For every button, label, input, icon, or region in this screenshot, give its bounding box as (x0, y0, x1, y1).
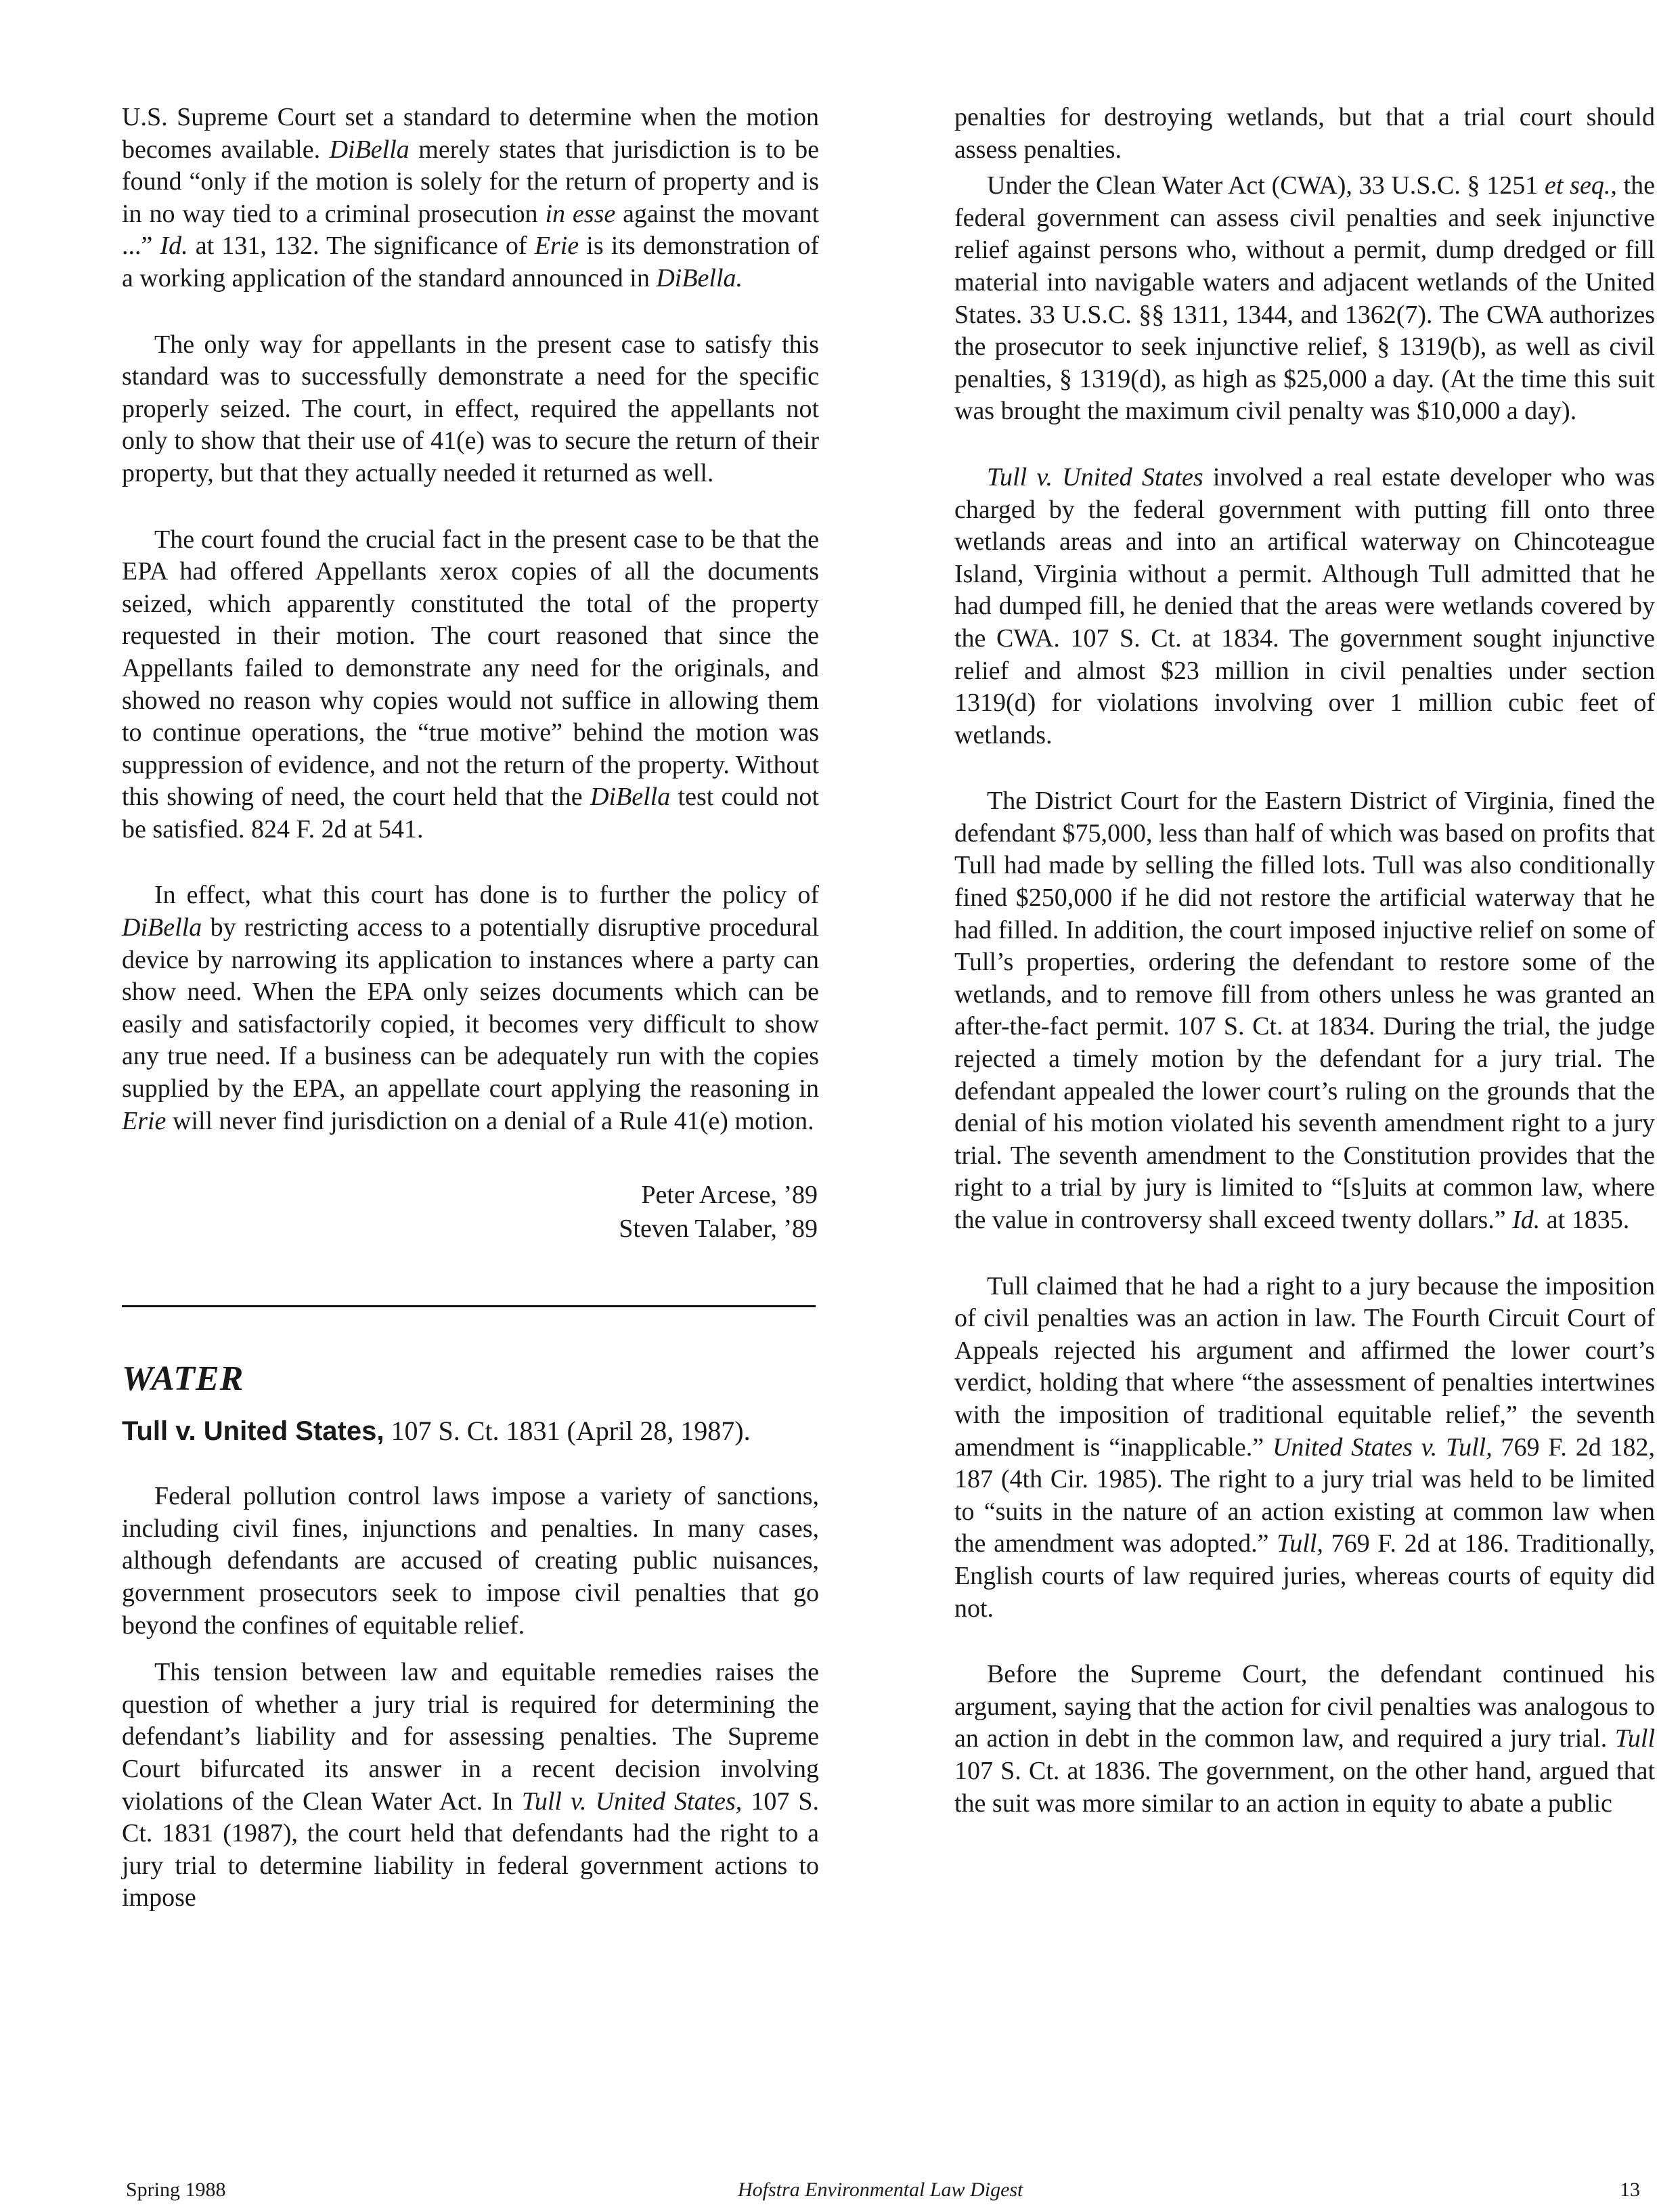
footer-issue: Spring 1988 (126, 2179, 226, 2201)
section-divider (122, 1305, 816, 1307)
paragraph: penalties for destroying wetlands, but that a trial court should assess penalties. (954, 103, 1655, 164)
right-column (954, 102, 1655, 1820)
case-citation: Tull v. United States, 107 S. Ct. 1831 (April 28, 1987). (122, 1416, 751, 1447)
paragraph: Tull claimed that he had a right to a jury because the imposition of civil penalties was an action in law. The Fourth Circuit Court of Appeals rejected his argument and affirmed the lower court’s verdict, holding that where “the assessment of penalties intertwines with the imposition of traditional equitable relief,” the seventh amendment is “inapplicable.” United States v. Tull, 769 F. 2d 182, 187 (4th Cir. 1985). The right to a jury trial was held to be limited to “suits in the nature of an action existing at common law when the amendment was adopted.” Tull, 769 F. 2d at 186. Traditionally, English courts of law required juries, whereas courts of equity did not. (954, 1271, 1655, 1623)
paragraph: This tension between law and equitable remedies raises the question of whether a jury trial is required for determining the defendant’s liability and for assessing penalties. The Supreme Court bifurcated its answer in a recent decision involving violations of the Clean Water Act. In Tull v. United States, 107 S. Ct. 1831 (1987), the court held that defendants had the right to a jury trial to determine liability in federal government actions to impose (122, 1658, 819, 1912)
page-number: 13 (1620, 2179, 1640, 2201)
paragraph: Under the Clean Water Act (CWA), 33 U.S.C. § 1251 et seq., the federal government can assess civil penalties and seek injunctive relief against persons who, without a permit, dump dredged or fill material into navigable waters and adjacent wetlands of the United States. 33 U.S.C. §§ 1311, 1344, and 1362(7). The CWA authorizes the prosecutor to seek injunctive relief, § 1319(b), as well as civil penalties, § 1319(d), as high as $25,000 a day. (At the time this suit was brought the maximum civil penalty was $10,000 a day). (954, 171, 1655, 426)
case-name: Tull v. United States, (122, 1416, 384, 1447)
paragraph: The only way for appellants in the present case to satisfy this standard was to successfully demonstrate a need for the specific properly seized. The court, in effect, required the appellants not only to show that their use of 41(e) was to secure the return of their property, but that they actually needed it returned as well. (122, 330, 819, 487)
paragraph: The District Court for the Eastern District of Virginia, fined the defendant $75,000, less than half of which was based on profits that Tull had made by selling the filled lots. Tull was also conditionally fined $250,000 if he did not restore the artificial waterway that he had filled. In addition, the court imposed injuctive relief on some of Tull’s properties, ordering the defendant to restore some of the wetlands, and to remove fill from others unless he was granted an after-the-fact permit. 107 S. Ct. at 1834. During the trial, the judge rejected a timely motion by the defendant for a jury trial. The defendant appealed the lower court’s ruling on the grounds that the denial of his motion violated his seventh amendment right to a jury trial. The seventh amendment to the Constitution provides that the right to a trial by jury is limited to “[s]uits at common law, where the value in controversy shall exceed twenty dollars.” Id. at 1835. (954, 787, 1655, 1234)
paragraph: Tull v. United States involved a real estate developer who was charged by the federal government with putting fill onto three wetlands areas and into an artifical waterway on Chincoteague Island, Virginia without a permit. Although Tull admitted that he had dumped fill, he denied that the areas were wetlands covered by the CWA. 107 S. Ct. at 1834. The government sought injunctive relief and almost $23 million in civil penalties under section 1319(d) for violations involving over 1 million cubic feet of wetlands. (954, 462, 1655, 749)
section-heading: WATER (122, 1359, 244, 1399)
paragraph: U.S. Supreme Court set a standard to determine when the motion becomes available. DiBella merely states that jurisdiction is to be found “only if the motion is solely for the return of property and is in no way tied to a criminal prosecution in esse against the movant ...” Id. at 131, 132. The significance of Erie is its demonstration of a working application of the standard announced in DiBella. (122, 103, 820, 292)
paragraph: The court found the crucial fact in the present case to be that the EPA had offered Appellants xerox copies of all the documents seized, which apparently constituted the total of the property requested in their motion. The court reasoned that since the Appellants failed to demonstrate any need for the originals, and showed no reason why copies would not suffice in allowing them to continue operations, the “true motive” behind the motion was suppression of evidence, and not the return of the property. Without this showing of need, the court held that the DiBella test could not be satisfied. 824 F. 2d at 541. (122, 525, 819, 844)
footer-journal-title: Hofstra Environmental Law Digest (738, 2179, 1023, 2201)
left-column (122, 102, 819, 1915)
author-name: Peter Arcese, ’89 (641, 1181, 818, 1210)
author-signature (122, 1178, 819, 1246)
author-name: Steven Talaber, ’89 (619, 1215, 818, 1244)
paragraph: Federal pollution control laws impose a variety of sanctions, including civil fines, injunctions and penalties. In many cases, although defendants are accused of creating public nuisances, government prosecutors seek to impose civil penalties that go beyond the confines of equitable relief. (122, 1482, 819, 1640)
paragraph: Before the Supreme Court, the defendant continued his argument, saying that the action for civil penalties was analogous to an action in debt in the common law, and required a jury trial. Tull 107 S. Ct. at 1836. The government, on the other hand, argued that the suit was more similar to an action in equity to abate a public (954, 1660, 1655, 1818)
paragraph: In effect, what this court has done is to further the policy of DiBella by restricting access to a potentially disruptive procedural device by narrowing its application to instances where a party can show need. When the EPA only seizes documents which can be easily and satisfactorily copied, it becomes very difficult to show any true need. If a business can be adequately run with the copies supplied by the EPA, an appellate court applying the reasoning in Erie will never find jurisdiction on a denial of a Rule 41(e) motion. (122, 881, 819, 1135)
